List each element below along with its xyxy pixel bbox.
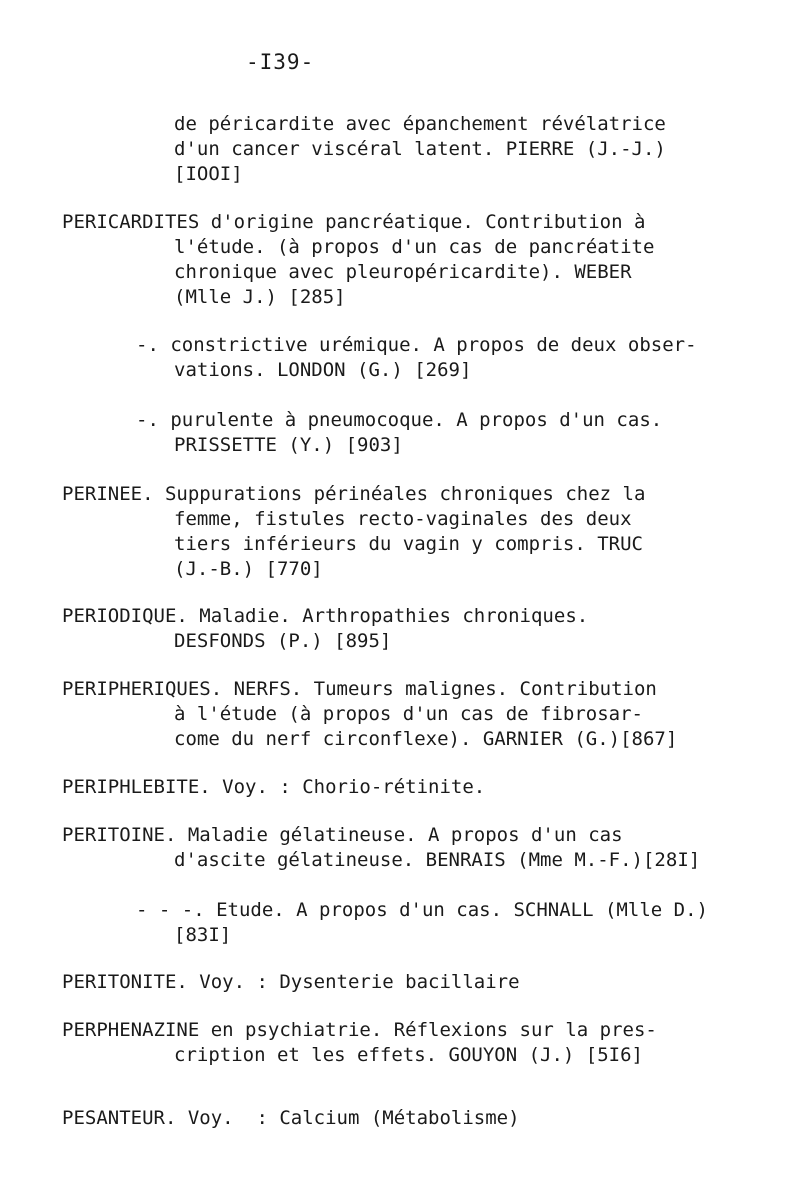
page-number: -I39-: [246, 50, 315, 74]
entry-line: (Mlle J.) [285]: [174, 286, 346, 308]
entry-line: (J.-B.) [770]: [174, 558, 323, 580]
entry-heading-line: PERIPHERIQUES. NERFS. Tumeurs malignes. Contribution: [62, 678, 657, 700]
entry-heading-line: PERINEE. Suppurations périnéales chroniques chez la: [62, 483, 646, 505]
entry-line: femme, fistules recto-vaginales des deux: [174, 508, 632, 530]
entry-heading-line: -. purulente à pneumocoque. A propos d'un cas.: [136, 409, 663, 431]
entry-line: vations. LONDON (G.) [269]: [174, 359, 472, 381]
entry-line: tiers inférieurs du vagin y compris. TRUC: [174, 533, 643, 555]
entry-line: DESFONDS (P.) [895]: [174, 630, 392, 652]
entry-line: [83I]: [174, 924, 232, 946]
entry-line: chronique avec pleuropéricardite). WEBER: [174, 261, 632, 283]
entry-line: [IOOI]: [174, 163, 243, 185]
entry-line: d'ascite gélatineuse. BENRAIS (Mme M.-F.)[28I]: [174, 849, 701, 871]
entry-line: cription et les effets. GOUYON (J.) [5I6]: [174, 1044, 643, 1066]
entry-heading-line: PERIPHLEBITE. Voy. : Chorio-rétinite.: [62, 776, 486, 798]
entry-heading-line: -. constrictive urémique. A propos de deux obser-: [136, 334, 697, 356]
entry-line: d'un cancer viscéral latent. PIERRE (J.-J.): [174, 138, 666, 160]
entry-line: PRISSETTE (Y.) [903]: [174, 434, 403, 456]
entry-heading-line: PERITONITE. Voy. : Dysenterie bacillaire: [62, 971, 520, 993]
entry-line: come du nerf circonflexe). GARNIER (G.)[867]: [174, 728, 678, 750]
entry-heading-line: PERITOINE. Maladie gélatineuse. A propos d'un cas: [62, 824, 623, 846]
entry-heading-line: - - -. Etude. A propos d'un cas. SCHNALL (Mlle D.): [136, 899, 708, 921]
entry-heading-line: PERPHENAZINE en psychiatrie. Réflexions sur la pres-: [62, 1019, 657, 1041]
entry-heading-line: PESANTEUR. Voy. : Calcium (Métabolisme): [62, 1107, 520, 1129]
entry-line: à l'étude (à propos d'un cas de fibrosar-: [174, 703, 643, 725]
entry-line: l'étude. (à propos d'un cas de pancréatite: [174, 236, 655, 258]
entry-heading-line: PERICARDITES d'origine pancréatique. Contribution à: [62, 211, 646, 233]
entry-line: de péricardite avec épanchement révélatrice: [174, 113, 666, 135]
entry-heading-line: PERIODIQUE. Maladie. Arthropathies chroniques.: [62, 605, 589, 627]
